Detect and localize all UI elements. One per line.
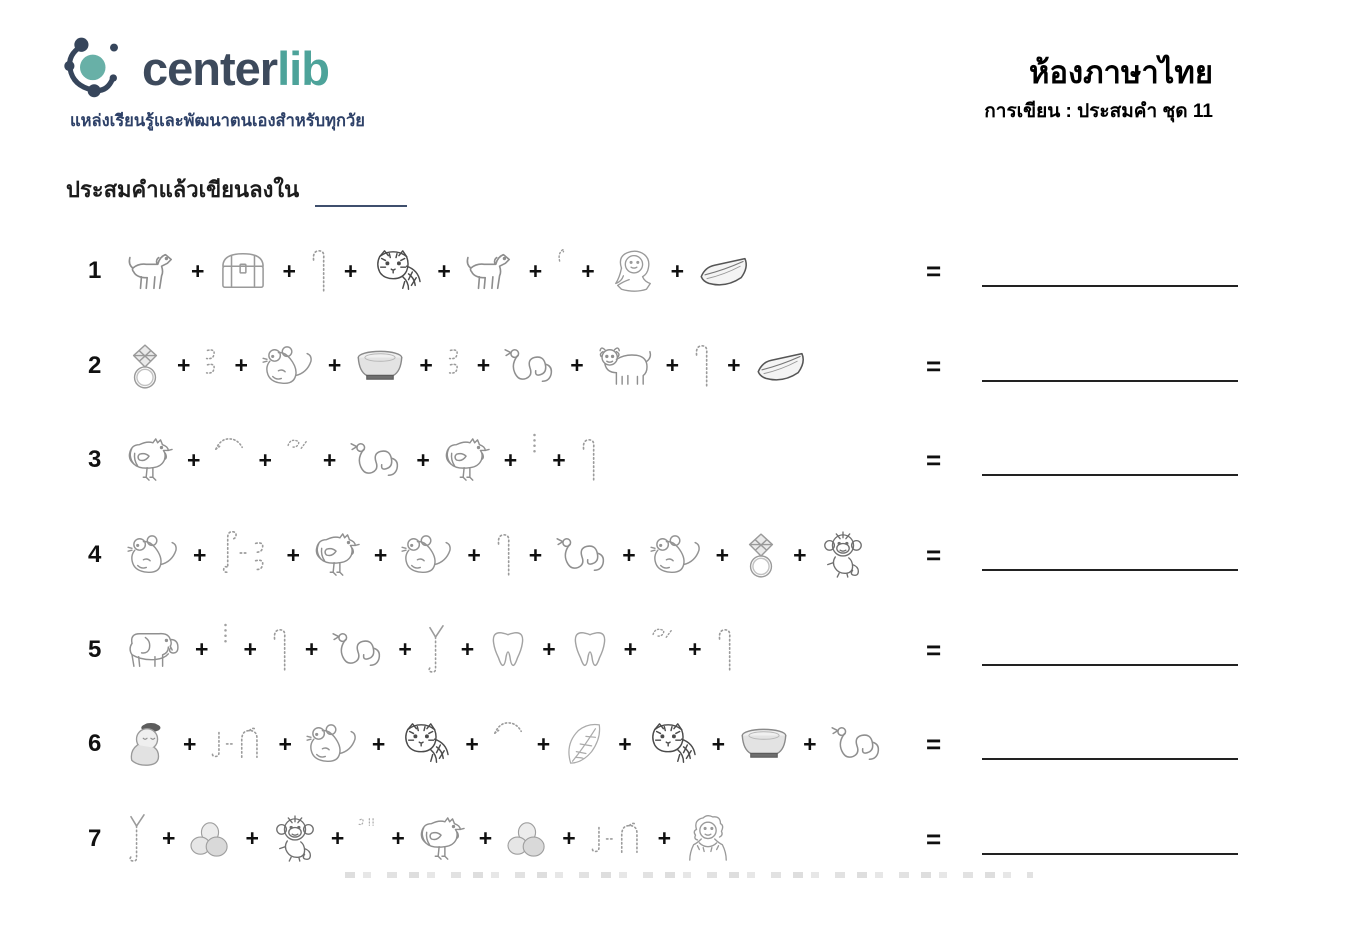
equals-sign: =	[926, 350, 942, 381]
boat-icon	[754, 347, 810, 385]
eggs-icon	[188, 820, 232, 858]
row-number: 2	[88, 351, 102, 379]
plus-sign: +	[286, 541, 300, 568]
plus-sign: +	[416, 446, 430, 473]
plus-sign: +	[327, 352, 342, 379]
worksheet-row	[0, 413, 1345, 508]
answer-line	[982, 758, 1238, 760]
ring-icon	[126, 341, 164, 391]
child-hat-icon	[126, 720, 170, 768]
cut-off-footer-text	[345, 872, 1033, 878]
plus-sign: +	[727, 352, 741, 379]
tone-mark-icon	[555, 247, 568, 264]
answer-line	[982, 853, 1238, 855]
rooster-icon	[443, 437, 491, 483]
brand-primary: center	[142, 42, 278, 95]
plus-sign: +	[688, 636, 702, 663]
plus-sign: +	[282, 257, 296, 284]
plus-sign: +	[552, 446, 566, 473]
small-trace-icon	[357, 816, 378, 829]
row-items	[126, 247, 926, 295]
sheet-title: ห้องภาษาไทย	[1028, 55, 1213, 90]
monkey-icon	[272, 814, 318, 864]
rooster-icon	[126, 437, 174, 483]
dotted-vertical-icon	[530, 432, 539, 456]
row-items	[126, 341, 926, 391]
equals-sign: =	[926, 823, 942, 854]
row-items	[126, 720, 926, 768]
plus-sign: +	[183, 730, 197, 757]
sara-aa-icon	[692, 342, 714, 390]
logo-tagline: แหล่งเรียนรู้และพัฒนาตนเองสำหรับทุกวัย	[70, 112, 365, 130]
plus-sign: +	[570, 352, 584, 379]
worksheet-row	[0, 319, 1345, 414]
woman-icon	[608, 247, 658, 295]
plus-sign: +	[542, 636, 556, 663]
plus-sign: +	[657, 825, 672, 852]
snake-icon	[331, 629, 385, 671]
boat-icon	[697, 252, 753, 290]
tooth-icon	[569, 628, 611, 672]
plus-sign: +	[234, 352, 248, 379]
mouse-icon	[649, 533, 703, 577]
worksheet-row	[0, 224, 1345, 319]
row-number: 7	[88, 824, 102, 852]
plus-sign: +	[478, 825, 493, 852]
mouse-icon	[400, 533, 454, 577]
leaf-icon	[563, 721, 605, 767]
plus-sign: +	[528, 257, 543, 284]
worksheet-rows	[0, 224, 1345, 886]
row-items	[126, 530, 926, 580]
plus-sign: +	[322, 446, 337, 473]
row-items	[126, 436, 926, 484]
centerlib-logo	[60, 32, 329, 105]
sara-ai-icon	[126, 813, 149, 867]
plus-sign: +	[665, 352, 680, 379]
sara-aa-icon	[494, 531, 516, 579]
arc-mark-icon	[492, 720, 524, 737]
mouse-icon	[261, 344, 315, 388]
centerlib-logo-icon	[60, 32, 134, 105]
sara-a-icon	[446, 347, 464, 379]
sheet-subtitle: การเขียน : ประสมคำ ชุด 11	[984, 101, 1213, 123]
row-number: 1	[88, 257, 102, 285]
horse-icon	[126, 247, 178, 295]
sara-o-a-icon	[219, 528, 273, 578]
plus-sign: +	[193, 541, 207, 568]
tiger-icon	[398, 720, 452, 768]
plus-sign: +	[187, 446, 201, 473]
plus-sign: +	[623, 636, 638, 663]
instruction-blank-line	[315, 181, 407, 207]
answer-line	[982, 380, 1238, 382]
sara-aa-icon	[270, 626, 292, 674]
dotted-vertical-icon	[221, 622, 230, 646]
plus-sign: +	[536, 730, 551, 757]
plus-sign: +	[398, 636, 412, 663]
plus-sign: +	[243, 636, 257, 663]
elder-woman-icon	[684, 814, 732, 864]
sara-aa-icon	[309, 247, 331, 295]
brand-wordmark	[142, 42, 329, 95]
bowl-icon	[354, 349, 406, 383]
plus-sign: +	[528, 541, 543, 568]
snake-icon	[555, 534, 609, 576]
plus-sign: +	[419, 352, 433, 379]
row-number: 6	[88, 730, 102, 758]
elephant-icon	[126, 628, 182, 672]
worksheet-row	[0, 602, 1345, 697]
brand-accent: lib	[277, 42, 329, 95]
row-number: 4	[88, 541, 102, 569]
equals-sign: =	[926, 256, 942, 287]
tiger-icon	[370, 247, 424, 295]
plus-sign: +	[467, 541, 481, 568]
plus-sign: +	[195, 636, 209, 663]
instruction-text: ประสมคำแล้วเขียนลงใน	[66, 177, 300, 202]
worksheet-row	[0, 508, 1345, 603]
row-items	[126, 812, 926, 866]
plus-sign: +	[503, 446, 518, 473]
plus-sign: +	[391, 825, 405, 852]
plus-sign: +	[371, 730, 386, 757]
plus-sign: +	[191, 257, 205, 284]
worksheet-row	[0, 697, 1345, 792]
snake-icon	[830, 723, 884, 765]
ox-icon	[597, 344, 653, 388]
row-items	[126, 623, 926, 677]
plus-sign: +	[373, 541, 388, 568]
plus-sign: +	[618, 730, 632, 757]
sara-oe-icon	[589, 818, 645, 856]
answer-line	[982, 474, 1238, 476]
mouse-icon	[305, 722, 359, 766]
tiger-icon	[645, 720, 699, 768]
horse-icon	[464, 247, 516, 295]
monkey-icon	[820, 530, 866, 580]
plus-sign: +	[437, 257, 451, 284]
sara-aa-icon	[579, 436, 601, 484]
rooster-icon	[418, 816, 466, 862]
eggs-icon	[505, 820, 549, 858]
plus-sign: +	[711, 730, 726, 757]
equals-sign: =	[926, 729, 942, 760]
ring-icon	[742, 530, 780, 580]
plus-sign: +	[258, 446, 272, 473]
plus-sign: +	[304, 636, 319, 663]
plus-sign: +	[162, 825, 176, 852]
sheet-header	[984, 54, 1213, 126]
plus-sign: +	[177, 352, 191, 379]
plus-sign: +	[715, 541, 730, 568]
bowl-icon	[738, 727, 790, 761]
equals-sign: =	[926, 445, 942, 476]
plus-sign: +	[670, 257, 685, 284]
plus-sign: +	[245, 825, 259, 852]
mai-han-akat-icon	[650, 626, 675, 641]
snake-icon	[349, 439, 403, 481]
plus-sign: +	[330, 825, 345, 852]
equals-sign: =	[926, 540, 942, 571]
row-number: 5	[88, 635, 102, 663]
equals-sign: =	[926, 634, 942, 665]
plus-sign: +	[581, 257, 595, 284]
treasure-chest-icon	[217, 249, 269, 293]
snake-icon	[503, 345, 557, 387]
plus-sign: +	[278, 730, 292, 757]
instruction-line	[66, 172, 407, 207]
plus-sign: +	[465, 730, 479, 757]
plus-sign: +	[343, 257, 358, 284]
plus-sign: +	[476, 352, 491, 379]
plus-sign: +	[622, 541, 636, 568]
sara-ai-icon	[425, 624, 448, 678]
answer-line	[982, 285, 1238, 287]
plus-sign: +	[793, 541, 807, 568]
sara-oe-icon	[209, 723, 265, 761]
sara-aa-icon	[715, 626, 737, 674]
answer-line	[982, 664, 1238, 666]
plus-sign: +	[803, 730, 817, 757]
rooster-icon	[313, 532, 361, 578]
arc-mark-icon	[213, 436, 245, 453]
mouse-icon	[126, 533, 180, 577]
answer-line	[982, 569, 1238, 571]
tooth-icon	[487, 628, 529, 672]
row-number: 3	[88, 446, 102, 474]
mai-han-akat-icon	[285, 437, 310, 452]
plus-sign: +	[460, 636, 475, 663]
sara-a-icon	[203, 347, 221, 379]
plus-sign: +	[562, 825, 576, 852]
